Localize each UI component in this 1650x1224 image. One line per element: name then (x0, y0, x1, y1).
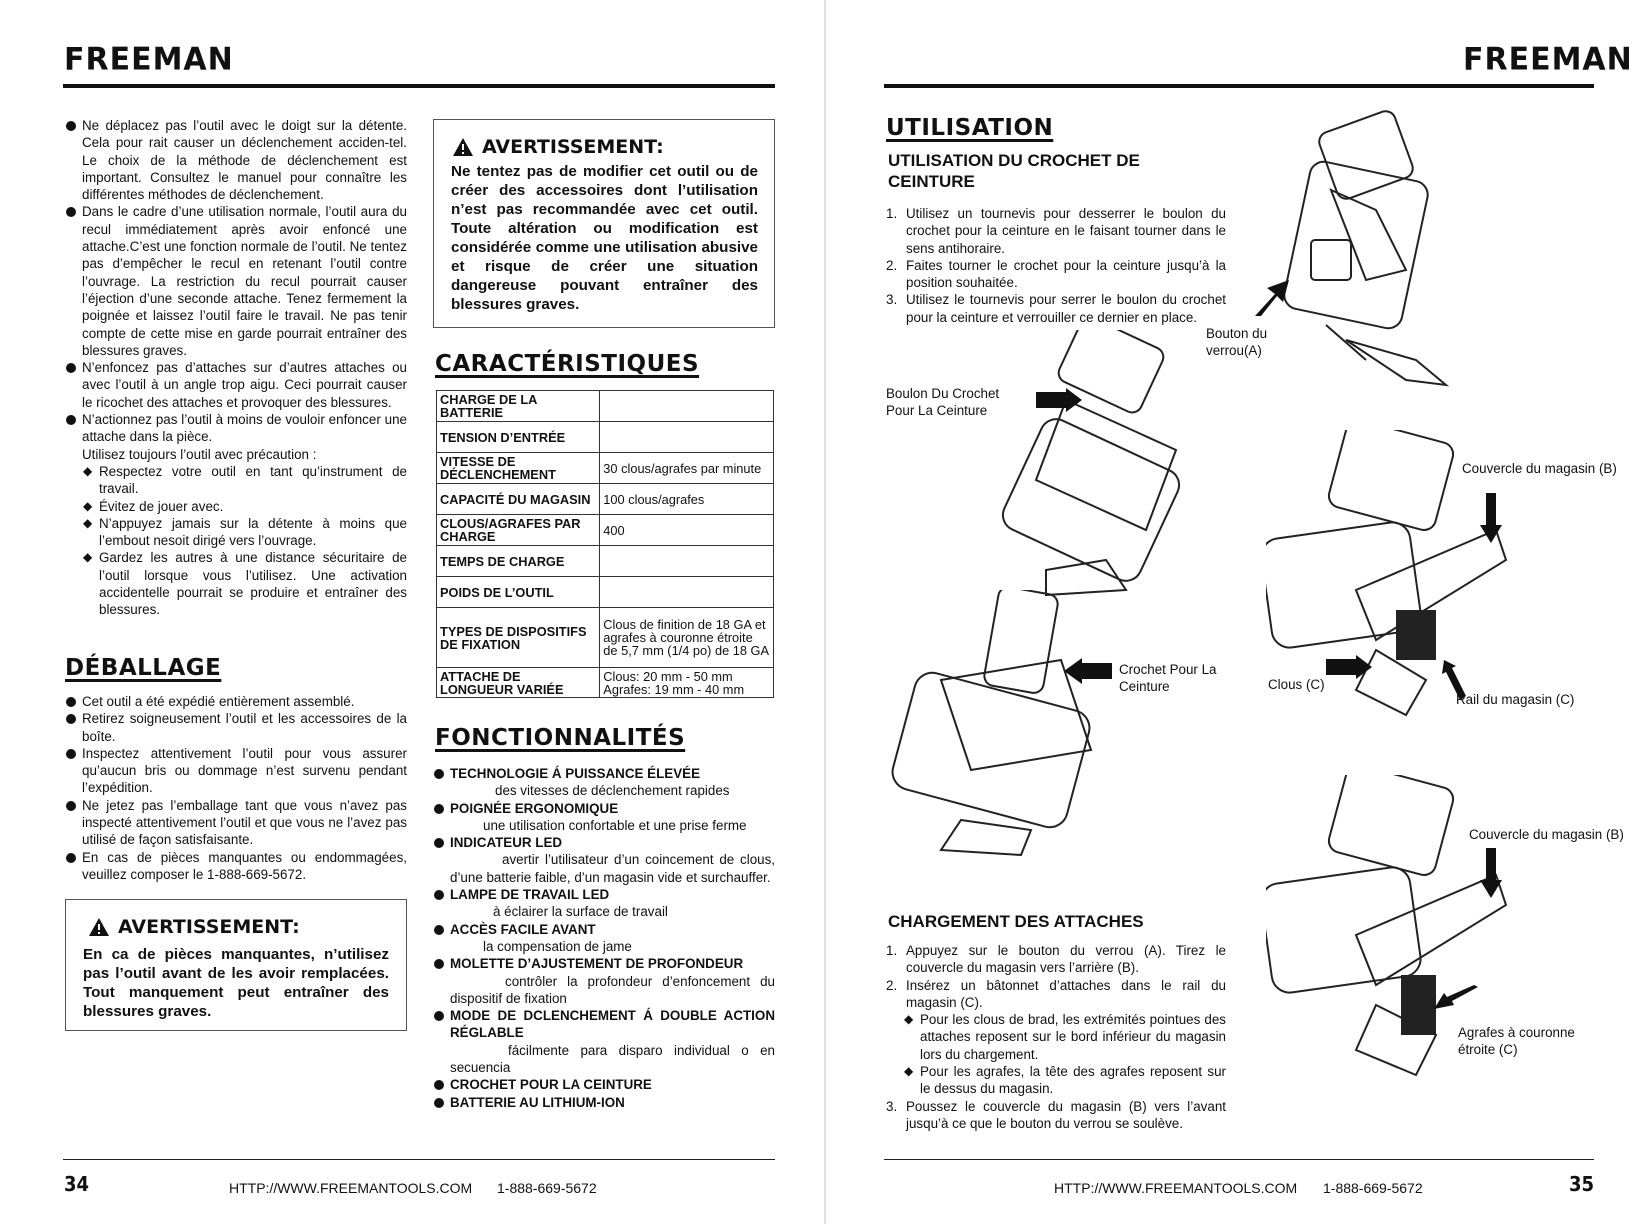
feature-item: MODE DE DCLENCHEMENT Á DOUBLE ACTION RÉGLABLE fácilmente para disparo individual o en secuencia (433, 1007, 775, 1076)
header-rule (63, 84, 775, 88)
warning-triangle-icon (88, 917, 110, 937)
footer-phone: 1-888-669-5672 (1323, 1180, 1423, 1196)
feature-item: TECHNOLOGIE Á PUISSANCE ÉLEVÉE des vitesses de déclenchement rapides (433, 765, 775, 800)
warning-body: En ca de pièces manquantes, n’utilisez pas l’outil avant de les avoir remplacées. Tout manquement peut entraîner des blessures graves. (83, 946, 389, 1020)
freeman-logo: FREEMAN (64, 41, 234, 78)
safety-bullet: Ne déplacez pas l’outil avec le doigt sur la détente. Cela pour rait causer un déclenchement acciden-tel. Le choix de la méthode de déclenchement est important. Consultez le manuel pour connaître les différentes méthodes de déclenchement. (65, 117, 407, 203)
right-page (826, 0, 1650, 1224)
label-magazine-cover: Couvercle du magasin (B) (1462, 461, 1617, 476)
loading-step: 2. Insérez un bâtonnet d’attaches dans le rail du magasin (C). (886, 977, 1226, 1010)
unpacking-title: DÉBALLAGE (65, 655, 222, 681)
usage-title: UTILISATION (886, 115, 1054, 141)
page-number: 35 (1569, 1172, 1595, 1196)
warning-triangle-icon (452, 137, 474, 157)
warning-title: AVERTISSEMENT: (452, 136, 664, 158)
table-row (437, 577, 774, 608)
feature-item: LAMPE DE TRAVAIL LED à éclairer la surface de travail (433, 886, 775, 921)
spec-value: 30 clous/agrafes par minute (600, 453, 774, 484)
unpacking-list (65, 693, 407, 883)
spec-value (600, 422, 774, 453)
footer-url: HTTP://WWW.FREEMANTOOLS.COM (1054, 1180, 1298, 1196)
unpacking-bullet: Retirez soigneusement l’outil et les accessoires de la boîte. (65, 710, 407, 745)
loading-step: 3. Poussez le couvercle du magasin (B) vers l’avant jusqu’à ce que le bouton du verrou se soulève. (886, 1098, 1226, 1131)
loading-steps (886, 942, 1226, 1132)
warning-title: AVERTISSEMENT: (88, 916, 300, 938)
loading-title: CHARGEMENT DES ATTACHES (888, 912, 1144, 931)
caution-item: ◆ Respectez votre outil en tant qu’instrument de travail. (82, 463, 407, 498)
arrow-icon (1064, 658, 1112, 684)
unpacking-bullet: En cas de pièces manquantes ou endommagées, veuillez composer le 1-888-669-5672. (65, 849, 407, 884)
arrow-icon (1480, 493, 1502, 543)
belt-steps (886, 205, 1226, 326)
belt-hook-title: UTILISATION DU CROCHET DE CEINTURE (888, 151, 1140, 191)
warning-body: Ne tentez pas de modifier cet outil ou de créer des accessoires dont l’utilisation n’est pas recommandée avec cet outil. Toute altération ou modification est considérée comme une utilisation abusive et risque de créer une situation dangereuse pouvant entraîner des blessures graves. (451, 163, 758, 313)
label-latch-button: Bouton du verrou(A) (1206, 326, 1268, 358)
belt-step: 3. Utilisez le tournevis pour serrer le boulon du crochet pour la ceinture et verrouiller ce dernier en place. (886, 292, 1226, 325)
specs-table (436, 390, 774, 698)
label-nails: Clous (C) (1268, 677, 1325, 692)
spec-value: Clous: 20 mm - 50 mm Agrafes: 19 mm - 40 mm (600, 668, 774, 698)
table-row (437, 453, 774, 484)
caution-item: ◆ Gardez les autres à une distance sécuritaire de l’outil lorsque vous l’utilisez. Une activation accidentelle pourrait se produire et entraîner des blessures. (82, 549, 407, 618)
arrow-icon (1434, 985, 1478, 1015)
caution-intro: Utilisez toujours l’outil avec précaution : (82, 446, 317, 462)
safety-bullet: N’enfoncez pas d’attaches sur d’autres attaches ou avec l’outil à un angle trop aigu. Ceci pourrait causer le ricochet des attaches et provoquer des blessures. (65, 359, 407, 411)
left-page (0, 0, 824, 1224)
freeman-logo: FREEMAN (1463, 41, 1633, 78)
loading-substep: ◆ Pour les clous de brad, les extrémités pointues des attaches reposent sur le bord inférieur du magasin lors du chargement. (903, 1011, 1226, 1063)
tool-figure-belt-bolt (976, 330, 1216, 600)
spec-value: 100 clous/agrafes (600, 484, 774, 515)
arrow-icon (1480, 848, 1502, 898)
footer-phone: 1-888-669-5672 (497, 1180, 597, 1196)
caution-item: ◆ N’appuyez jamais sur la détente à moins que l’embout nesoit dirigé vers l’ouvrage. (82, 515, 407, 550)
spec-label: POIDS DE L’OUTIL (437, 577, 600, 608)
safety-bullet: N’actionnez pas l’outil à moins de vouloir enfoncer une attache dans la pièce. Utilisez toujours l’outil avec précaution : (65, 411, 407, 463)
label-belt-hook: Crochet Pour La Ceinture (1119, 662, 1217, 694)
table-row (437, 668, 774, 698)
spec-label: VITESSE DE DÉCLENCHEMENT (437, 453, 600, 484)
unpacking-bullet: Inspectez attentivement l’outil pour vous assurer qu’aucun bris ou dommage n’est survenu pendant l’expédition. (65, 745, 407, 797)
loading-substep: ◆ Pour les agrafes, la tête des agrafes reposent sur le dessus du magasin. (903, 1063, 1226, 1098)
spec-label: CLOUS/AGRAFES PAR CHARGE (437, 515, 600, 546)
spec-value (600, 391, 774, 422)
belt-step: 2. Faites tourner le crochet pour la ceinture jusqu’à la position souhaitée. (886, 257, 1226, 291)
feature-item: INDICATEUR LED avertir l’utilisateur d’un coincement de clous, d’une batterie faible, d’un magasin vide et surchauffer. (433, 834, 775, 886)
unpacking-bullet: Ne jetez pas l’emballage tant que vous n’avez pas inspecté attentivement l’outil et que vous ne l’avez pas utilisé de façon satisfaisante. (65, 797, 407, 849)
specs-title: CARACTÉRISTIQUES (435, 351, 700, 377)
feature-item: POIGNÉE ERGONOMIQUE une utilisation confortable et une prise ferme (433, 800, 775, 835)
table-row (437, 484, 774, 515)
footer-rule (63, 1159, 775, 1160)
spec-label: CHARGE DE LA BATTERIE (437, 391, 600, 422)
spec-label: ATTACHE DE LONGUEUR VARIÉE (437, 668, 600, 698)
spec-label: TYPES DE DISPOSITIFS DE FIXATION (437, 608, 600, 668)
warning-box-missing-parts (65, 899, 407, 1031)
spec-label: CAPACITÉ DU MAGASIN (437, 484, 600, 515)
spec-label: TENSION D’ENTRÉE (437, 422, 600, 453)
footer-rule (884, 1159, 1594, 1160)
spec-value (600, 577, 774, 608)
spec-value: Clous de finition de 18 GA et agrafes à couronne étroite de 5,7 mm (1/4 po) de 18 GA (600, 608, 774, 668)
safety-bullet: Dans le cadre d’une utilisation normale, l’outil aura du recul immédiatement après avoir enfoncé une attache.C’est une fonction normale de l’outil. Ne tentez pas d’empêcher le recul en retenant l’outil contre l’ouvrage. La restriction du recul pourrait causer l’éjection d’une seconde attache. Tenez fermement la poignée et laissez l’outil faire le travail. Ne pas tenir compte de cette mise en garde pourrait entraîner des blessures graves. (65, 203, 407, 359)
label-belt-bolt: Boulon Du Crochet Pour La Ceinture (886, 386, 1000, 418)
header-rule (884, 84, 1594, 88)
page-number: 34 (64, 1172, 90, 1196)
label-staples: Agrafes à couronne étroite (C) (1458, 1025, 1575, 1057)
features-title: FONCTIONNALITÉS (435, 725, 686, 751)
label-magazine-cover: Couvercle du magasin (B) (1469, 827, 1624, 842)
feature-item: ACCÈS FACILE AVANT la compensation de jame (433, 921, 775, 956)
safety-column (65, 117, 407, 619)
features-list (433, 765, 775, 1111)
belt-step: 1. Utilisez un tournevis pour desserrer le boulon du crochet pour la ceinture en le faisant tourner dans le sens antihoraire. (886, 206, 1226, 256)
loading-step: 1. Appuyez sur le bouton du verrou (A). Tirez le couvercle du magasin vers l’arrière (B). (886, 943, 1226, 976)
table-row (437, 391, 774, 422)
label-magazine-rail: Rail du magasin (C) (1456, 692, 1575, 707)
feature-item: MOLETTE D’AJUSTEMENT DE PROFONDEUR contrôler la profondeur d’enfoncement du dispositif de fixation (433, 955, 775, 1007)
arrow-icon (1253, 278, 1293, 318)
feature-item: BATTERIE AU LITHIUM-ION (433, 1094, 775, 1111)
spec-value (600, 546, 774, 577)
table-row (437, 515, 774, 546)
tool-figure-latch (1256, 110, 1456, 400)
table-row (437, 422, 774, 453)
warning-box-modification (433, 119, 775, 328)
footer-url: HTTP://WWW.FREEMANTOOLS.COM (229, 1180, 473, 1196)
caution-item: ◆ Évitez de jouer avec. (82, 498, 407, 515)
tool-figure-belt-hook (881, 590, 1121, 860)
spec-label: TEMPS DE CHARGE (437, 546, 600, 577)
arrow-icon (1036, 388, 1082, 412)
feature-item: CROCHET POUR LA CEINTURE (433, 1076, 775, 1093)
table-row (437, 546, 774, 577)
table-row (437, 608, 774, 668)
unpacking-bullet: Cet outil a été expédié entièrement assemblé. (65, 693, 407, 710)
spec-value: 400 (600, 515, 774, 546)
